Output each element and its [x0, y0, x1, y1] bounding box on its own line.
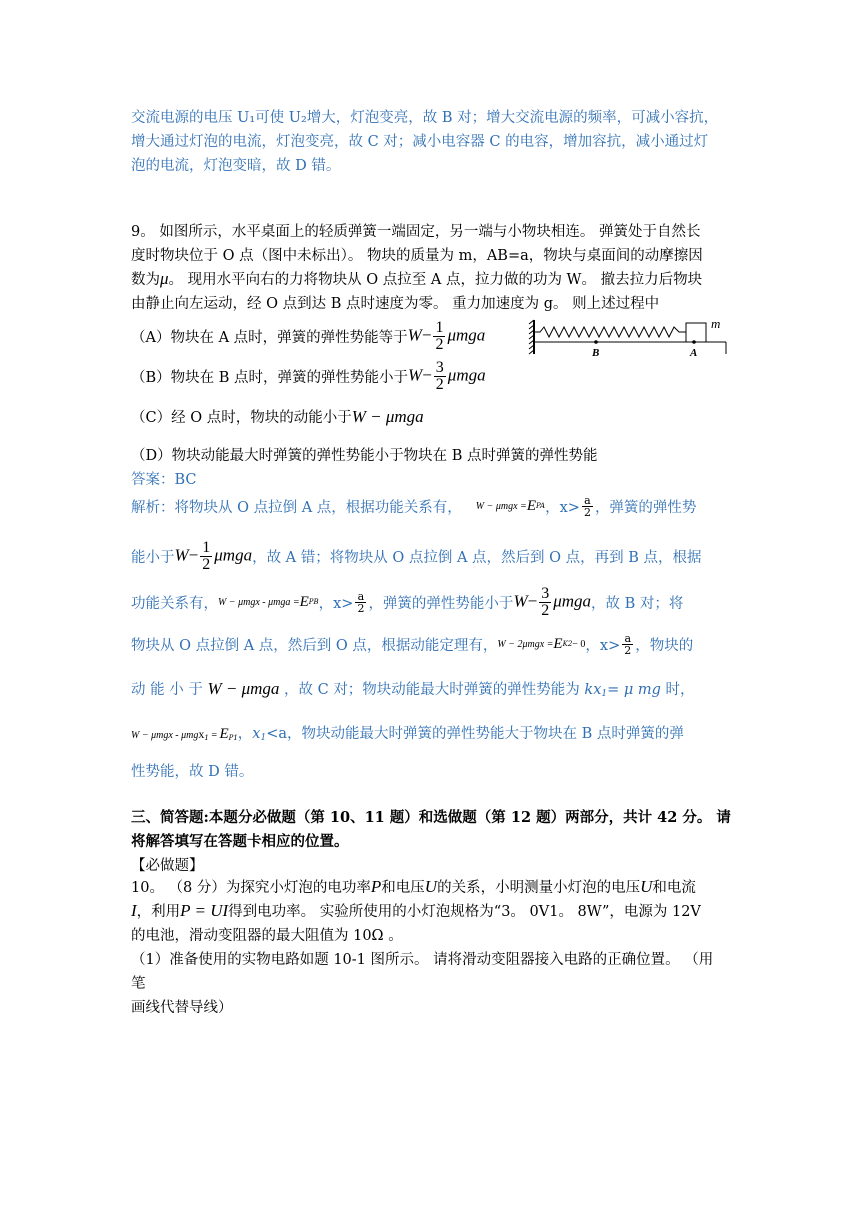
spring-block-figure — [528, 314, 738, 362]
answer-line: 答案：BC — [131, 472, 197, 488]
section3-heading-line2: 将解答填写在答题卡相应的位置。 — [131, 833, 349, 850]
fraction-a-2 — [355, 591, 366, 614]
fraction-a-2 — [622, 633, 633, 656]
option-c-expr: W − μmga — [351, 407, 424, 426]
frac-num: 3 — [541, 584, 550, 602]
analysis-line2 — [131, 536, 702, 576]
point-a — [692, 340, 696, 344]
energy-sub: P1 — [228, 734, 238, 742]
analysis-text: 功能关系有， — [131, 595, 218, 612]
expr-a — [175, 540, 253, 573]
energy-sub: PB — [308, 598, 319, 606]
p-symbol: P — [370, 877, 382, 896]
equation-3: W − 2μmgx = — [497, 638, 554, 650]
analysis-text: 时， — [660, 682, 695, 698]
q9-option-c — [131, 406, 424, 427]
q10-line6: 画线代替导线） — [131, 1000, 233, 1016]
q9-stem3-rest: 。 现用水平向右的力将物块从 O 点拉至 A 点，拉力做的功为 W。 撤去拉力后物块 — [168, 272, 703, 288]
expr-tail: μmga — [553, 590, 592, 610]
q10-line5: 笔 — [131, 976, 146, 992]
expr-w: W — [407, 324, 422, 344]
option-b-expr — [408, 360, 486, 393]
kx-symbol: kx — [584, 682, 602, 698]
analysis-line7: 性势能，故 D 错。 — [131, 764, 254, 780]
analysis-line1 — [131, 488, 696, 524]
fraction-a-2 — [582, 495, 593, 518]
q10-text: 和电流 — [652, 880, 696, 896]
energy-symbol: E — [219, 726, 229, 742]
q10-line2 — [131, 900, 701, 921]
analysis-text: 解析：将物块从 O 点拉倒 A 点，根据功能关系有， — [131, 499, 462, 516]
analysis-text: ，弹簧的弹性势 — [594, 499, 697, 516]
analysis-line4 — [131, 624, 693, 664]
x1-symbol: x — [252, 726, 261, 742]
analysis-text: <a，物块动能最大时弹簧的弹性势能大于物块在 B 点时弹簧的弹 — [266, 726, 684, 742]
q10-text: 得到电功率。 实验所使用的小灯泡规格为“3。 0V1。 8W”，电源为 12V — [228, 904, 701, 920]
q10-text: 10。 （8 分）为探究小灯泡的电功率 — [131, 880, 371, 896]
expr-tail: μmga — [447, 324, 486, 344]
fraction-1-2 — [200, 540, 212, 573]
x1-sub: 1 — [260, 733, 267, 743]
option-b-text: （B）物块在 B 点时，弹簧的弹性势能小于 — [131, 369, 409, 386]
frac-den: 2 — [435, 375, 444, 393]
equals: = — [208, 730, 220, 741]
q9-option-a — [131, 316, 485, 356]
energy-symbol: E — [526, 497, 536, 514]
analysis-text: ，x> — [585, 637, 621, 654]
q9-stem-line2: 度时物块位于 O 点（图中未标出）。 物块的质量为 m，AB=a，物块与桌面间的动摩擦因 — [131, 248, 703, 264]
frac-den: 2 — [583, 505, 591, 519]
q10-line3: 的电池，滑动变阻器的最大阻值为 10Ω 。 — [131, 928, 403, 944]
expr-minus: − — [527, 590, 538, 610]
expr-minus: − — [188, 544, 199, 564]
label-a: A — [690, 347, 698, 359]
analysis-text: ，物块的 — [635, 637, 694, 654]
prev-explanation-line2: 增大通过灯泡的电流，灯泡变亮，故 C 对；减小电容器 C 的电容，增加容抗，减小通过灯 — [131, 134, 709, 150]
q9-stem-line1: 9。 如图所示，水平桌面上的轻质弹簧一端固定，另一端与小物块相连。 弹簧处于自然长 — [131, 224, 701, 240]
expr-c: W − μmga — [207, 679, 280, 698]
analysis-text: ，x> — [545, 499, 580, 516]
equation-3-tail: − 0 — [572, 638, 586, 650]
expr-w: W — [408, 364, 423, 384]
expr-w: W — [513, 590, 528, 610]
q9-option-d: （D）物块动能最大时弹簧的弹性势能小于物块在 B 点时弹簧的弹性势能 — [131, 448, 598, 464]
analysis-line3 — [131, 582, 683, 622]
energy-sub: PA — [535, 502, 546, 510]
option-a-text: （A）物块在 A 点时，弹簧的弹性势能等于 — [131, 329, 408, 346]
point-b — [594, 340, 598, 344]
q10-line4: （1）准备使用的实物电路如题 10-1 图所示。 请将滑动变阻器接入电路的正确位置。 （用 — [131, 952, 714, 968]
x-symbol: x — [198, 727, 205, 741]
analysis-line5 — [131, 678, 695, 699]
prev-explanation-line1: 交流电源的电压 U₁可使 U₂增大，灯泡变亮，故 B 对；增大交流电源的频率，可减小容抗， — [131, 110, 719, 126]
frac-num: a — [622, 633, 633, 645]
mu-symbol: μ — [160, 269, 169, 288]
analysis-text: 能小于 — [131, 549, 175, 566]
frac-den: 2 — [541, 601, 550, 619]
power-formula: P = UI — [180, 901, 229, 920]
expr-tail: μmga — [214, 544, 253, 564]
block — [686, 323, 706, 342]
mu-mg: = μ mg — [607, 682, 661, 698]
expr-w: W — [174, 544, 189, 564]
section3-heading-line1: 三、简答题:本题分必做题（第 10、11 题）和选做题（第 12 题）两部分，共计 42 分。 请 — [131, 809, 731, 826]
q9-stem3-text: 数为 — [131, 272, 160, 288]
frac-num: 1 — [435, 318, 444, 336]
analysis-text: ，故 C 对；物块动能最大时弹簧的弹性势能为 — [284, 682, 580, 698]
q10-text: 的关系，小明测量小灯泡的电压 — [437, 880, 641, 896]
u-symbol: U — [424, 877, 438, 896]
q10-text: 和电压 — [381, 880, 425, 896]
q10-text: ，利用 — [136, 904, 181, 920]
option-c-text: （C）经 O 点时，物块的动能小于 — [131, 410, 352, 426]
option-a-expr — [408, 320, 486, 353]
kx-sub: 1 — [601, 689, 608, 699]
equation-2: W − μmgx - μmga = — [218, 596, 300, 608]
frac-num: a — [582, 495, 593, 507]
frac-num: 1 — [202, 538, 211, 556]
i-symbol: I — [131, 901, 137, 920]
x-sub: 1 — [204, 734, 209, 742]
fraction-1-2 — [433, 320, 445, 353]
frac-den: 2 — [435, 335, 444, 353]
energy-sub: K2 — [562, 640, 573, 648]
label-m: m — [711, 316, 721, 331]
frac-den: 2 — [624, 643, 632, 657]
equation-1: W − μmgx = — [475, 500, 527, 512]
prev-explanation-line3: 泡的电流，灯泡变暗，故 D 错。 — [131, 158, 341, 174]
energy-symbol: E — [299, 593, 309, 610]
analysis-text: 动 能 小 于 — [131, 682, 203, 698]
analysis-text: ，故 A 错；将物块从 O 点拉倒 A 点，然后到 O 点，再到 B 点，根据 — [252, 549, 702, 566]
q9-stem-line4: 由静止向左运动，经 O 点到达 B 点时速度为零。 重力加速度为 g。 则上述过程中 — [131, 296, 660, 312]
label-b: B — [592, 347, 600, 359]
frac-den: 2 — [357, 601, 365, 615]
expr-minus: − — [421, 324, 432, 344]
expr-b — [513, 586, 591, 619]
equation-4: W − μmgx - μmg — [131, 730, 199, 741]
analysis-text: ，x> — [318, 595, 354, 612]
analysis-text: ，弹簧的弹性势能小于 — [368, 595, 514, 612]
analysis-line6 — [131, 722, 684, 743]
u-symbol: U — [640, 877, 653, 896]
analysis-text: ，故 B 对；将 — [591, 595, 684, 612]
q10-line1 — [131, 876, 696, 897]
frac-num: a — [355, 591, 366, 603]
required-heading: 【必做题】 — [131, 858, 204, 874]
analysis-text: ， — [237, 726, 253, 742]
expr-minus: − — [422, 364, 432, 384]
frac-num: 3 — [435, 358, 444, 376]
fraction-3-2 — [539, 586, 551, 619]
analysis-text: 物块从 O 点拉倒 A 点，然后到 O 点，根据动能定理有， — [131, 637, 498, 654]
frac-den: 2 — [202, 555, 211, 573]
q9-option-b — [131, 356, 486, 396]
fraction-3-2 — [434, 360, 446, 393]
spring — [534, 327, 686, 337]
expr-tail: μmga — [447, 364, 486, 384]
q9-stem-line3 — [131, 268, 702, 289]
energy-symbol: E — [553, 635, 563, 652]
